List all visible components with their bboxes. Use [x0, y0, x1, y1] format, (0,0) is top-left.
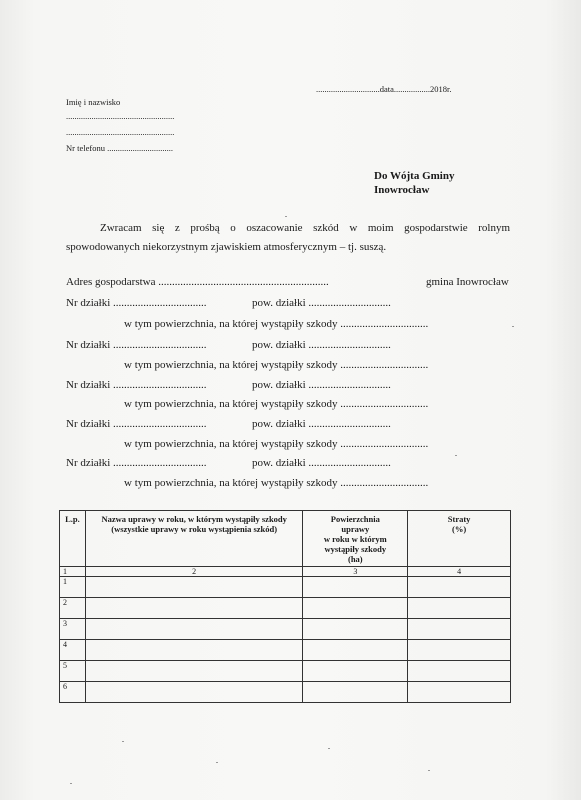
scan-speck — [428, 770, 430, 771]
crop-area-cell[interactable] — [303, 598, 408, 619]
damaged-area-field: w tym powierzchnia, na której wystąpiły szkody ................................ — [124, 398, 429, 410]
plot-area-field: pow. działki .............................. — [252, 339, 391, 351]
row-number: 3 — [60, 619, 86, 640]
crop-name-cell[interactable] — [85, 661, 302, 682]
column-number: 3 — [303, 567, 408, 577]
plot-number-field: Nr działki .................................. — [66, 297, 207, 309]
scan-speck — [285, 216, 287, 217]
crop-name-cell[interactable] — [85, 640, 302, 661]
crop-area-cell[interactable] — [303, 619, 408, 640]
row-number: 6 — [60, 682, 86, 703]
row-number: 4 — [60, 640, 86, 661]
column-number: 4 — [408, 567, 511, 577]
row-number: 1 — [60, 577, 86, 598]
crop-area-cell[interactable] — [303, 577, 408, 598]
damaged-area-field: w tym powierzchnia, na której wystąpiły szkody ................................ — [124, 318, 429, 330]
scan-speck — [455, 455, 457, 456]
request-paragraph-line-1: Zwracam się z prośbą o oszacowanie szkód w moim gospodarstwie rolnym — [100, 222, 510, 234]
crop-area-cell[interactable] — [303, 640, 408, 661]
row-number: 5 — [60, 661, 86, 682]
table-row — [60, 682, 511, 703]
date-line: ..............................data.................2018r. — [316, 84, 452, 94]
table-row — [60, 577, 511, 598]
addressee-line-1: Do Wójta Gminy — [374, 170, 455, 182]
crop-area-cell[interactable] — [303, 682, 408, 703]
column-number: 2 — [85, 567, 302, 577]
loss-percent-cell[interactable] — [408, 682, 511, 703]
farm-address-field: Adres gospodarstwa .............................................................. — [66, 276, 329, 288]
plot-area-field: pow. działki .............................. — [252, 297, 391, 309]
column-number-row — [60, 567, 511, 577]
table-row — [60, 640, 511, 661]
name-label: Imię i nazwisko — [66, 97, 121, 107]
column-number: 1 — [60, 567, 86, 577]
plot-number-field: Nr działki .................................. — [66, 339, 207, 351]
damaged-area-field: w tym powierzchnia, na której wystąpiły szkody ................................ — [124, 359, 429, 371]
loss-percent-cell[interactable] — [408, 640, 511, 661]
header-crop-area: Powierzchnia uprawy w roku w którym wystąpiły szkody (ha) — [303, 511, 408, 567]
header-lp: L.p. — [60, 511, 86, 567]
table-row — [60, 598, 511, 619]
scan-speck — [328, 748, 330, 749]
scan-speck — [122, 741, 124, 742]
crop-name-cell[interactable] — [85, 577, 302, 598]
plot-number-field: Nr działki .................................. — [66, 379, 207, 391]
loss-percent-cell[interactable] — [408, 598, 511, 619]
row-number: 2 — [60, 598, 86, 619]
crop-losses-table — [59, 510, 511, 703]
address-dots-line: ................................................... — [66, 127, 175, 137]
scan-speck — [216, 762, 218, 763]
plot-number-field: Nr działki .................................. — [66, 457, 207, 469]
loss-percent-cell[interactable] — [408, 619, 511, 640]
plot-area-field: pow. działki .............................. — [252, 418, 391, 430]
crop-name-cell[interactable] — [85, 682, 302, 703]
plot-area-field: pow. działki .............................. — [252, 457, 391, 469]
scan-speck — [70, 783, 72, 784]
table-row — [60, 619, 511, 640]
header-losses-percent: Straty (%) — [408, 511, 511, 567]
table-row — [60, 661, 511, 682]
phone-label: Nr telefonu ............................... — [66, 143, 173, 153]
crop-name-cell[interactable] — [85, 619, 302, 640]
loss-percent-cell[interactable] — [408, 661, 511, 682]
plot-number-field: Nr działki .................................. — [66, 418, 207, 430]
table-header-row — [60, 511, 511, 567]
request-paragraph-line-2: spowodowanych niekorzystnym zjawiskiem atmosferycznym – tj. suszą. — [66, 241, 387, 253]
loss-percent-cell[interactable] — [408, 577, 511, 598]
gmina-label: gmina Inowrocław — [426, 276, 509, 288]
plot-area-field: pow. działki .............................. — [252, 379, 391, 391]
header-crop-name: Nazwa uprawy w roku, w którym wystąpiły szkody (wszystkie uprawy w roku wystąpienia szkód) — [85, 511, 302, 567]
scan-speck — [512, 326, 514, 327]
damaged-area-field: w tym powierzchnia, na której wystąpiły szkody ................................ — [124, 477, 429, 489]
name-dots-line: ................................................... — [66, 111, 175, 121]
crop-name-cell[interactable] — [85, 598, 302, 619]
crop-area-cell[interactable] — [303, 661, 408, 682]
damaged-area-field: w tym powierzchnia, na której wystąpiły szkody ................................ — [124, 438, 429, 450]
addressee-line-2: Inowrocław — [374, 184, 430, 196]
